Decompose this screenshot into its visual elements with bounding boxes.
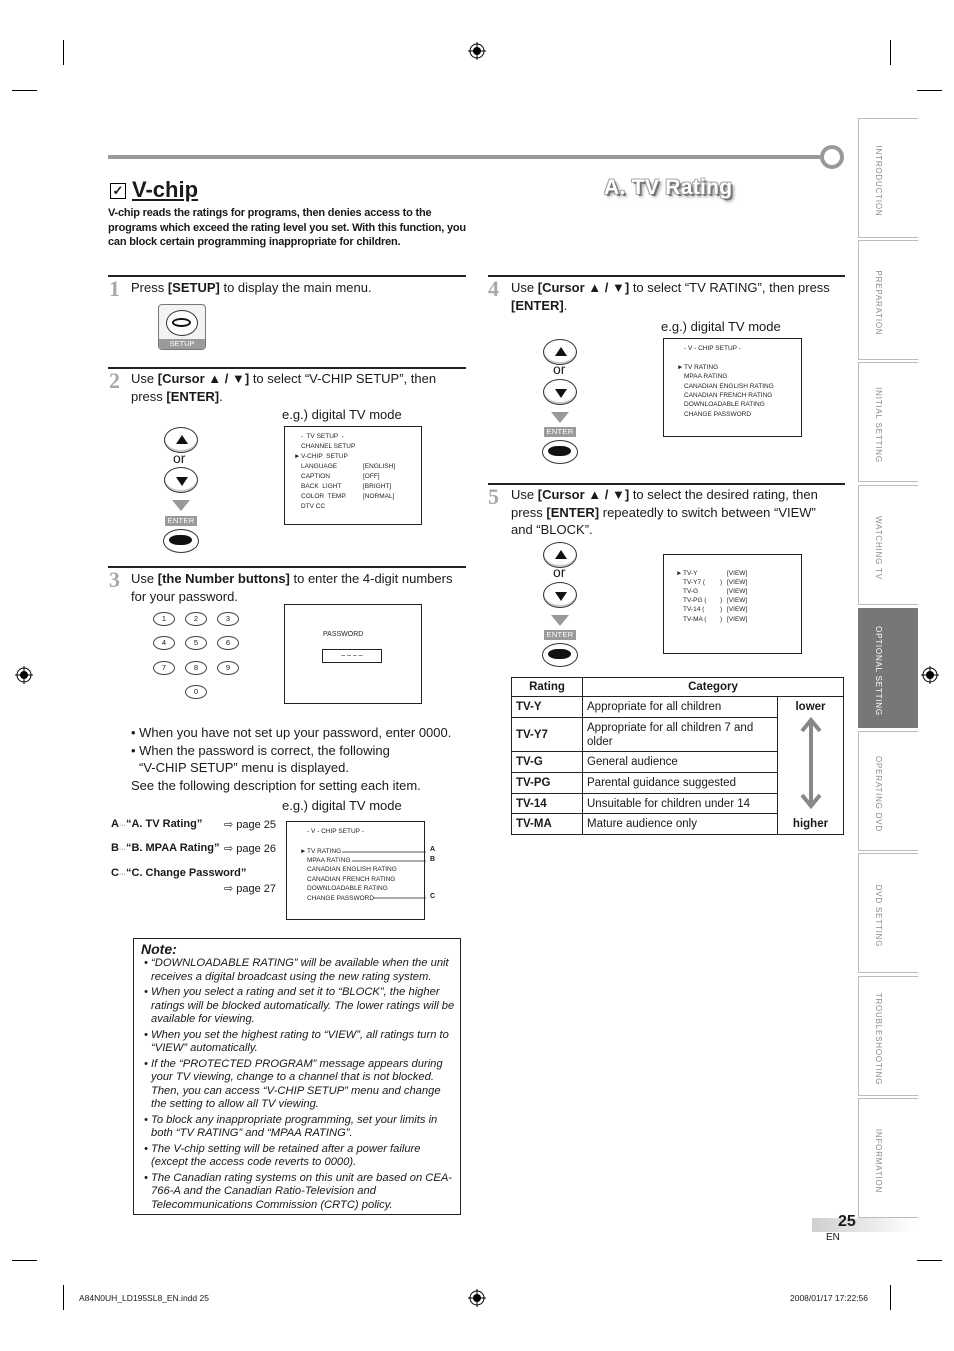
enter-button-icon xyxy=(542,643,578,667)
rating-value: [VIEW] xyxy=(727,606,748,613)
side-tab-initial-setting xyxy=(858,362,918,482)
category-cell: Unsuitable for children under 14 xyxy=(583,794,778,814)
side-tab-label: OPERATING DVD xyxy=(874,755,883,833)
tv-rating-menu-screen xyxy=(663,554,802,654)
side-tab-watching-tv xyxy=(858,485,918,605)
enter-label: ENTER xyxy=(544,427,576,437)
step-number: 1 xyxy=(109,276,120,301)
down-arrow-icon xyxy=(555,592,567,601)
side-tab-operating-dvd xyxy=(858,731,918,851)
paren: ) xyxy=(720,616,723,623)
language-code: EN xyxy=(826,1232,840,1243)
password-field: – – – – xyxy=(322,649,382,663)
menu-cursor-icon: ► xyxy=(677,364,684,371)
menu-item: CHANNEL SETUP xyxy=(301,443,356,450)
menu-item: CANADIAN ENGLISH RATING xyxy=(684,383,774,390)
side-tab-label: PREPARATION xyxy=(874,270,883,336)
side-tab-preparation xyxy=(858,240,918,360)
enter-label: ENTER xyxy=(165,516,197,526)
menu-item: LANGUAGE xyxy=(301,463,338,470)
enter-button-icon xyxy=(163,529,199,553)
side-tab-information xyxy=(858,1098,918,1218)
or-label: or xyxy=(553,564,566,580)
side-tab-dvd-setting xyxy=(858,853,918,973)
checkbox-icon: ✓ xyxy=(110,183,126,199)
rating-item: TV-Y7 ( xyxy=(683,579,706,586)
note-item: • If the “PROTECTED PROGRAM” message appears during your TV viewing, change to a channel that is not blocked. Then, you can access “V-CHIP SETUP” menu and change the setting to allow all TV viewing. xyxy=(144,1057,443,1111)
callout-a: A xyxy=(430,846,436,853)
rating-value: [VIEW] xyxy=(727,597,748,604)
side-tab-label: WATCHING TV xyxy=(874,516,883,580)
password-screen xyxy=(284,604,422,704)
side-tab-label: TROUBLESHOOTING xyxy=(874,992,883,1086)
page-ref-arrow-icon: ⇨ xyxy=(224,819,234,831)
setup-button-icon xyxy=(166,310,198,336)
note-item: • “DOWNLOADABLE RATING” will be available when the unit receives a digital broadcast using the new rating system. xyxy=(144,957,449,983)
number-key-2: 2 xyxy=(185,612,207,626)
ref-b-page: ⇨ page 26 xyxy=(224,843,277,855)
ref-c: C···“C. Change Password” xyxy=(111,867,247,879)
setup-button-illustration xyxy=(158,304,206,350)
bullet-item: • When you have not set up your password, enter 0000. xyxy=(131,725,452,740)
side-tab-label: DVD SETTING xyxy=(874,884,883,948)
menu-item: DOWNLOADABLE RATING xyxy=(307,885,388,892)
bullet-item-continued: “V-CHIP SETUP” menu is displayed. xyxy=(139,760,349,775)
number-key-5: 5 xyxy=(185,636,207,650)
ref-c-page: ⇨ page 27 xyxy=(224,883,277,895)
flow-arrow-icon xyxy=(172,500,190,511)
category-cell: General audience xyxy=(583,752,778,773)
menu-value: [OFF] xyxy=(363,473,380,480)
column-header: Category xyxy=(583,678,844,697)
double-arrow-icon xyxy=(800,717,822,809)
registration-mark-icon xyxy=(921,666,939,684)
or-label: or xyxy=(173,450,186,466)
menu-item: DTV CC xyxy=(301,503,326,510)
number-key-7: 7 xyxy=(153,661,175,675)
side-tab-troubleshooting xyxy=(858,976,918,1096)
callout-c: C xyxy=(430,893,436,900)
number-key-1: 1 xyxy=(153,612,175,626)
menu-cursor-icon: ► xyxy=(294,453,301,460)
scale-cell xyxy=(778,697,844,835)
rating-table xyxy=(511,677,844,835)
down-arrow-icon xyxy=(555,389,567,398)
step-number: 5 xyxy=(488,484,499,509)
step-3-text: Use [the Number buttons] to enter the 4-digit numbers for your password. xyxy=(131,571,453,604)
menu-title: - V - CHIP SETUP - xyxy=(684,345,741,352)
column-header: Rating xyxy=(512,678,583,697)
step-number: 4 xyxy=(488,276,499,301)
cursor-down-button xyxy=(164,467,198,493)
flow-arrow-icon xyxy=(551,412,569,423)
menu-item: CHANGE PASSWORD xyxy=(684,411,752,418)
enter-label: ENTER xyxy=(544,630,576,640)
side-tab-label: OPTIONAL SETTING xyxy=(874,626,883,716)
step-5-text: Use [Cursor ▲ / ▼] to select the desired rating, then press [ENTER] repeatedly to switch between “VIEW” and “BLOCK”. xyxy=(511,487,818,537)
header-rule xyxy=(108,155,820,159)
number-key-8: 8 xyxy=(185,661,207,675)
rating-cell: TV-Y7 xyxy=(512,718,583,752)
side-tab-optional-setting xyxy=(858,608,918,728)
rating-item: TV-G xyxy=(683,588,699,595)
eg-label: e.g.) digital TV mode xyxy=(661,319,781,334)
rating-item: TV-MA ( xyxy=(683,616,707,623)
note-item: • To block any inappropriate programming, set your limits in both “TV RATING” and “MPAA RATING”. xyxy=(144,1113,438,1140)
note-item: • When you select a rating and set it to “BLOCK”, the higher ratings will be blocked automatically. The lower ratings will be available for viewing. xyxy=(144,985,455,1026)
section-title xyxy=(110,177,198,203)
registration-mark-icon xyxy=(468,42,486,60)
menu-title: - V - CHIP SETUP - xyxy=(307,828,364,835)
menu-value: [ENGLISH] xyxy=(363,463,396,470)
step-number: 3 xyxy=(109,567,120,592)
section-title-text: V-chip xyxy=(132,177,199,202)
note-box xyxy=(133,938,461,1215)
table-row xyxy=(512,697,844,718)
callout-lines xyxy=(287,822,426,921)
up-arrow-icon xyxy=(555,550,567,559)
page-ref-arrow-icon: ⇨ xyxy=(224,843,234,855)
rating-value: [VIEW] xyxy=(727,579,748,586)
rating-value: [VIEW] xyxy=(727,570,748,577)
header-rule-end-circle xyxy=(820,145,844,169)
menu-item: CANADIAN FRENCH RATING xyxy=(684,392,773,399)
menu-title: - TV SETUP - xyxy=(299,433,344,440)
menu-item: TV RATING xyxy=(307,848,342,855)
menu-item: COLOR TEMP. xyxy=(301,493,347,500)
ref-b: B···“B. MPAA Rating” xyxy=(111,842,220,854)
paren: ) xyxy=(720,597,723,604)
side-tab-introduction xyxy=(858,118,918,238)
rating-value: [VIEW] xyxy=(727,588,748,595)
rating-item: TV-Y xyxy=(683,570,698,577)
rating-cell: TV-Y xyxy=(512,697,583,718)
up-arrow-icon xyxy=(176,435,188,444)
vchip-setup-menu-screen-2 xyxy=(663,338,802,437)
enter-button-icon xyxy=(542,440,578,464)
menu-item: MPAA RATING xyxy=(307,857,351,864)
paren: ) xyxy=(720,606,723,613)
rating-item: TV-PG ( xyxy=(683,597,707,604)
step-rule xyxy=(488,275,845,277)
setup-button-label: SETUP xyxy=(159,339,205,349)
rating-cell: TV-PG xyxy=(512,773,583,794)
footer-file: A84N0UH_LD195SL8_EN.indd 25 xyxy=(79,1293,209,1303)
intro-text: V-chip reads the ratings for programs, then denies access to the programs which exceed the rating level you set. With this function, you can block certain programming inappropriate for children. xyxy=(108,207,466,248)
eg-label: e.g.) digital TV mode xyxy=(282,407,402,422)
category-cell: Mature audience only xyxy=(583,814,778,835)
password-notes xyxy=(131,724,471,794)
note-item: • When you set the highest rating to “VIEW”, all ratings turn to “VIEW” automatically. xyxy=(144,1028,449,1055)
step-rule xyxy=(108,367,466,369)
ref-a-page: ⇨ page 25 xyxy=(224,819,277,831)
paren: ) xyxy=(720,579,723,586)
up-arrow-icon xyxy=(555,347,567,356)
menu-item: BACK LIGHT xyxy=(301,483,342,490)
scale-lower-label: lower xyxy=(795,701,826,713)
side-tab-label: INITIAL SETTING xyxy=(874,387,883,463)
menu-item: CAPTION xyxy=(301,473,330,480)
category-cell: Appropriate for all children 7 and older xyxy=(583,718,778,752)
menu-item: CANADIAN FRENCH RATING xyxy=(307,876,396,883)
cursor-down-button xyxy=(543,379,577,405)
note-item: • The V-chip setting will be retained after a power failure (except the access code reverts to 0000). xyxy=(144,1142,421,1169)
step-2-text: Use [Cursor ▲ / ▼] to select “V-CHIP SETUP”, then press [ENTER]. xyxy=(131,371,437,404)
cursor-down-button xyxy=(543,582,577,608)
bullet-item: • When the password is correct, the following xyxy=(131,742,390,758)
ref-a: A···“A. TV Rating” xyxy=(111,818,203,830)
subsection-title: A. TV Rating xyxy=(604,176,733,199)
rating-cell: TV-14 xyxy=(512,794,583,814)
down-arrow-icon xyxy=(176,477,188,486)
registration-mark-icon xyxy=(15,666,33,684)
menu-item: TV RATING xyxy=(684,364,719,371)
side-tab-label: INTRODUCTION xyxy=(874,145,883,217)
menu-cursor-icon: ► xyxy=(676,570,683,577)
menu-cursor-icon: ► xyxy=(300,848,307,855)
menu-value: [NORMAL] xyxy=(363,493,395,500)
number-key-6: 6 xyxy=(217,636,239,650)
step-rule xyxy=(488,483,845,485)
scale-higher-label: higher xyxy=(792,818,829,830)
page-number-bar xyxy=(812,1218,916,1232)
bullet-item: See the following description for setting each item. xyxy=(131,777,421,793)
flow-arrow-icon xyxy=(551,615,569,626)
note-item: • The Canadian rating systems on this unit are based on CEA-766-A and the Canadian Ratio-Television and Telecommunications Commission (CRTC) policy. xyxy=(144,1171,453,1211)
category-cell: Parental guidance suggested xyxy=(583,773,778,794)
rating-item: TV-14 ( xyxy=(683,606,705,613)
vchip-setup-menu-screen xyxy=(286,821,425,920)
page-ref-arrow-icon: ⇨ xyxy=(224,883,234,895)
number-key-3: 3 xyxy=(217,612,239,626)
step-rule xyxy=(108,275,466,277)
number-key-4: 4 xyxy=(153,636,175,650)
registration-mark-icon xyxy=(468,1289,486,1307)
password-label: PASSWORD xyxy=(323,631,364,638)
menu-item: CHANGE PASSWORD xyxy=(307,895,375,902)
number-key-0: 0 xyxy=(185,685,207,699)
footer-date: 2008/01/17 17:22:56 xyxy=(790,1293,868,1303)
menu-item: CANADIAN ENGLISH RATING xyxy=(307,866,397,873)
callout-b: B xyxy=(430,856,436,863)
step-1-text: Press [SETUP] to display the main menu. xyxy=(131,280,372,295)
side-tab-label: INFORMATION xyxy=(874,1128,883,1194)
rating-cell: TV-MA xyxy=(512,814,583,835)
menu-item: V-CHIP SETUP xyxy=(301,453,348,460)
menu-item: DOWNLOADABLE RATING xyxy=(684,401,765,408)
menu-item: MPAA RATING xyxy=(684,373,728,380)
step-4-text: Use [Cursor ▲ / ▼] to select “TV RATING”, then press [ENTER]. xyxy=(511,280,830,313)
note-title: Note: xyxy=(141,941,177,957)
menu-value: [BRIGHT] xyxy=(363,483,392,490)
tv-setup-menu-screen xyxy=(284,426,422,525)
rating-cell: TV-G xyxy=(512,752,583,773)
eg-label: e.g.) digital TV mode xyxy=(282,798,402,813)
step-number: 2 xyxy=(109,368,120,393)
or-label: or xyxy=(553,361,566,377)
number-key-9: 9 xyxy=(217,661,239,675)
page-number: 25 xyxy=(838,1213,856,1230)
step-rule xyxy=(108,566,466,568)
rating-value: [VIEW] xyxy=(727,616,748,623)
category-cell: Appropriate for all children xyxy=(583,697,778,718)
table-header-row xyxy=(512,678,844,697)
